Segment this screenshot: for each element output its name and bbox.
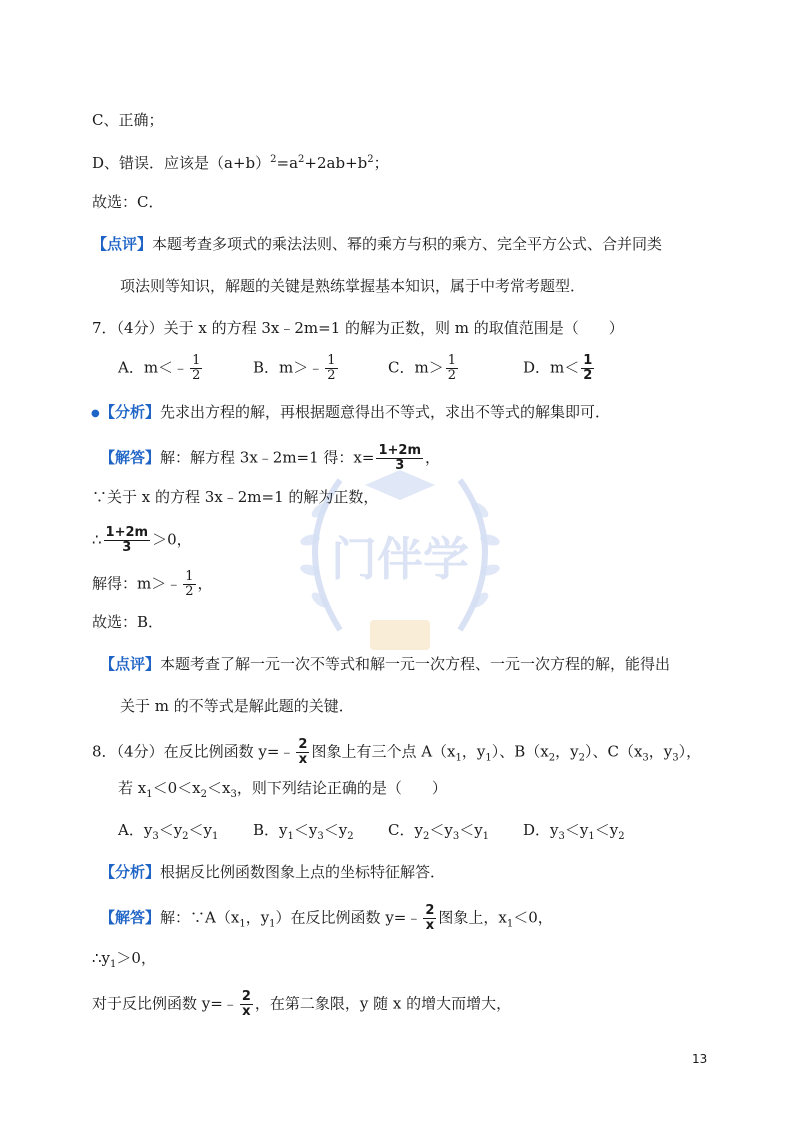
- watermark-logo: [270, 440, 530, 680]
- option-a: A．$y_3<y_2<y_1$: [118, 821, 219, 842]
- option-c: C．$y_2<y_3<y_1$: [388, 821, 490, 842]
- solution-7-b: ∵关于 x 的方程 3x﹣2m=1 的解为正数，: [92, 488, 379, 506]
- comment-7-cont: 关于 m 的不等式是解此题的关键．: [120, 697, 354, 715]
- solution-7-d: 解得：m＞﹣ $\frac{1}{2}$ ，: [92, 569, 213, 599]
- watermark-text: 门伴学: [331, 532, 469, 586]
- analysis-7: 【分析】先求出方程的解，再根据题意得出不等式，求出不等式的解集即可．: [100, 403, 611, 421]
- solution-7: 【解答】解：解方程 3x﹣2m=1 得：x= $\frac{1+2m}{3}$ ，: [100, 443, 441, 473]
- solution-7-e: 故选：B．: [92, 613, 164, 631]
- analysis-8: 【分析】根据反比例函数图象上点的坐标特征解答．: [100, 863, 446, 881]
- option-d: D．$y_3<y_1<y_2$: [523, 821, 625, 842]
- option-b: B．m＞﹣ $\frac{1}{2}$: [253, 353, 336, 383]
- question-8: 8．（4分）在反比例函数 y=﹣ $\frac{2}{x}$ 图象上有三个点 $A(x_1$，$y_1$）、$B(x_2$，$y_2$）、$C(x_3$，$y_3$），: [92, 737, 702, 767]
- comment-7: 【点评】本题考查了解一元一次不等式和解一元一次方程、一元一次方程的解，能得出: [100, 655, 671, 673]
- line-choose-c: 故选：C．: [92, 193, 164, 211]
- option-c: C．m＞ $\frac{1}{2}$: [388, 353, 456, 383]
- comment-6-cont: 项法则等知识，解题的关键是熟练掌握基本知识，属于中考常考题型．: [120, 277, 586, 295]
- solution-8: 【解答】解：$\because A(x_1$，$y_1$）在反比例函数 y=﹣ $\frac{2}{x}$ 图象上，$x_1<0$，: [100, 903, 553, 933]
- solution-8-b: $\therefore y_1>0$，: [92, 949, 156, 970]
- option-b: B．$y_1<y_3<y_2$: [253, 821, 354, 842]
- question-7: 7．（4分）关于 x 的方程 3x﹣2m=1 的解为正数，则 m 的取值范围是（ ）: [92, 319, 624, 337]
- solution-8-c: 对于反比例函数 y=﹣ $\frac{2}{x}$ ，在第二象限，y 随 x 的增大而增大，: [92, 989, 512, 1019]
- comment-tag: 【点评】: [92, 235, 153, 253]
- page-number: 13: [692, 1052, 708, 1066]
- question-8-cond: 若 $x_1<0<x_2<x_3$，则下列结论正确的是（ ）: [118, 779, 447, 800]
- question-7-options: [118, 354, 658, 383]
- bullet-icon: ●: [91, 408, 100, 419]
- line-d-wrong: D、错误．应该是$(a+b)^2=a^2+2ab+b^2$；: [92, 154, 389, 172]
- comment-6: 【点评】本题考查多项式的乘法法则、幂的乘方与积的乘方、完全平方公式、合并同类: [92, 235, 663, 253]
- line-c-correct: C、正确；: [92, 111, 164, 129]
- question-8-options: [118, 820, 658, 847]
- solution-7-c: ∴ $\frac{1+2m}{3}$ ＞0，: [92, 525, 192, 555]
- option-a: A．m＜﹣ $\frac{1}{2}$: [118, 353, 201, 383]
- option-d: D．m＜ $\frac{1}{2}$: [523, 353, 593, 383]
